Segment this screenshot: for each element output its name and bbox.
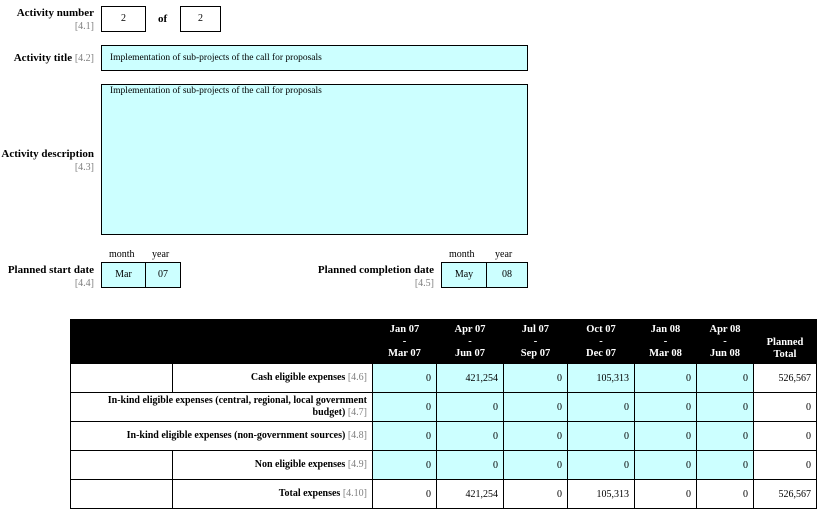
value-cell[interactable]: 0 <box>504 451 568 480</box>
period-header: Jan 08 - Mar 08 <box>635 320 697 364</box>
activity-total-value: 2 <box>198 13 203 24</box>
completion-year-field[interactable] <box>486 262 528 288</box>
value-cell[interactable]: 0 <box>373 364 437 393</box>
activity-title-label <box>0 52 94 65</box>
value-cell: 0 <box>504 480 568 509</box>
period-header: Jul 07 - Sep 07 <box>504 320 568 364</box>
value-cell[interactable]: 0 <box>635 422 697 451</box>
planned-total-header: Planned Total <box>754 320 817 364</box>
period-header: Jan 07 - Mar 07 <box>373 320 437 364</box>
value-cell[interactable]: 421,254 <box>437 364 504 393</box>
planned-completion-label <box>300 264 434 290</box>
completion-month-header: month <box>449 249 475 260</box>
value-cell: 0 <box>635 480 697 509</box>
start-year-field[interactable] <box>145 262 181 288</box>
row-label: In-kind eligible expenses (central, regional, local government budget) [4.7] <box>71 393 373 422</box>
value-cell[interactable]: 0 <box>437 393 504 422</box>
table-row <box>71 422 817 451</box>
activity-number-ref: [4.1] <box>74 21 94 32</box>
value-cell[interactable]: 0 <box>437 422 504 451</box>
activity-number-label <box>0 7 94 33</box>
header-blank <box>71 320 373 364</box>
value-cell: 0 <box>373 480 437 509</box>
activity-number-text: Activity number <box>16 7 94 19</box>
planned-completion-ref: [4.5] <box>414 278 434 289</box>
activity-description-value: Implementation of sub-projects of the call for proposals <box>110 86 322 96</box>
value-cell[interactable]: 0 <box>504 393 568 422</box>
activity-total-field[interactable] <box>180 6 221 32</box>
completion-month-field[interactable] <box>441 262 487 288</box>
activity-title-ref: [4.2] <box>74 53 94 64</box>
value-cell: 105,313 <box>568 480 635 509</box>
table-row-total <box>71 480 817 509</box>
start-month-value: Mar <box>115 269 132 280</box>
value-cell[interactable]: 0 <box>504 422 568 451</box>
completion-month-value: May <box>454 269 474 280</box>
value-cell[interactable]: 0 <box>635 364 697 393</box>
value-cell[interactable]: 105,313 <box>568 364 635 393</box>
table-row <box>71 451 817 480</box>
activity-title-text: Activity title <box>13 52 73 64</box>
value-cell: 421,254 <box>437 480 504 509</box>
value-cell[interactable]: 0 <box>437 451 504 480</box>
activity-description-label <box>0 148 94 174</box>
value-cell[interactable]: 0 <box>373 393 437 422</box>
of-label: of <box>158 13 168 25</box>
value-cell[interactable]: 0 <box>697 451 754 480</box>
period-header: Apr 08 - Jun 08 <box>697 320 754 364</box>
budget-table <box>70 319 817 509</box>
table-row <box>71 364 817 393</box>
total-cell: 526,567 <box>754 364 817 393</box>
row-blank-cell <box>71 364 173 393</box>
planned-start-text: Planned start date <box>7 264 94 276</box>
planned-start-ref: [4.4] <box>74 278 94 289</box>
period-header: Oct 07 - Dec 07 <box>568 320 635 364</box>
value-cell[interactable]: 0 <box>697 364 754 393</box>
total-cell: 0 <box>754 393 817 422</box>
row-label: Non eligible expenses [4.9] <box>173 451 373 480</box>
total-cell: 526,567 <box>754 480 817 509</box>
value-cell[interactable]: 0 <box>373 451 437 480</box>
value-cell[interactable]: 0 <box>697 393 754 422</box>
start-year-header: year <box>152 249 170 260</box>
start-year-value: 07 <box>158 269 168 280</box>
activity-title-field[interactable] <box>101 45 528 71</box>
completion-year-value: 08 <box>502 269 512 280</box>
value-cell[interactable]: 0 <box>373 422 437 451</box>
value-cell[interactable]: 0 <box>635 393 697 422</box>
activity-number-field[interactable] <box>101 6 146 32</box>
planned-completion-text: Planned completion date <box>317 264 434 276</box>
planned-start-label <box>0 264 94 290</box>
activity-description-text: Activity description <box>1 148 94 160</box>
value-cell[interactable]: 0 <box>568 451 635 480</box>
completion-year-header: year <box>495 249 513 260</box>
table-row <box>71 393 817 422</box>
value-cell[interactable]: 0 <box>635 451 697 480</box>
row-label: In-kind eligible expenses (non-government sources) [4.8] <box>71 422 373 451</box>
total-cell: 0 <box>754 422 817 451</box>
value-cell[interactable]: 0 <box>504 364 568 393</box>
row-label: Total expenses [4.10] <box>173 480 373 509</box>
activity-description-field[interactable] <box>101 84 528 235</box>
period-header: Apr 07 - Jun 07 <box>437 320 504 364</box>
table-header-row <box>71 320 817 364</box>
value-cell[interactable]: 0 <box>568 422 635 451</box>
total-cell: 0 <box>754 451 817 480</box>
activity-title-value: Implementation of sub-projects of the call for proposals <box>110 53 322 63</box>
activity-description-ref: [4.3] <box>74 162 94 173</box>
row-label: Cash eligible expenses [4.6] <box>173 364 373 393</box>
value-cell[interactable]: 0 <box>568 393 635 422</box>
activity-number-value: 2 <box>121 13 126 24</box>
value-cell: 0 <box>697 480 754 509</box>
row-blank-cell <box>71 451 173 480</box>
value-cell[interactable]: 0 <box>697 422 754 451</box>
start-month-header: month <box>109 249 135 260</box>
row-blank-cell <box>71 480 173 509</box>
start-month-field[interactable] <box>101 262 146 288</box>
